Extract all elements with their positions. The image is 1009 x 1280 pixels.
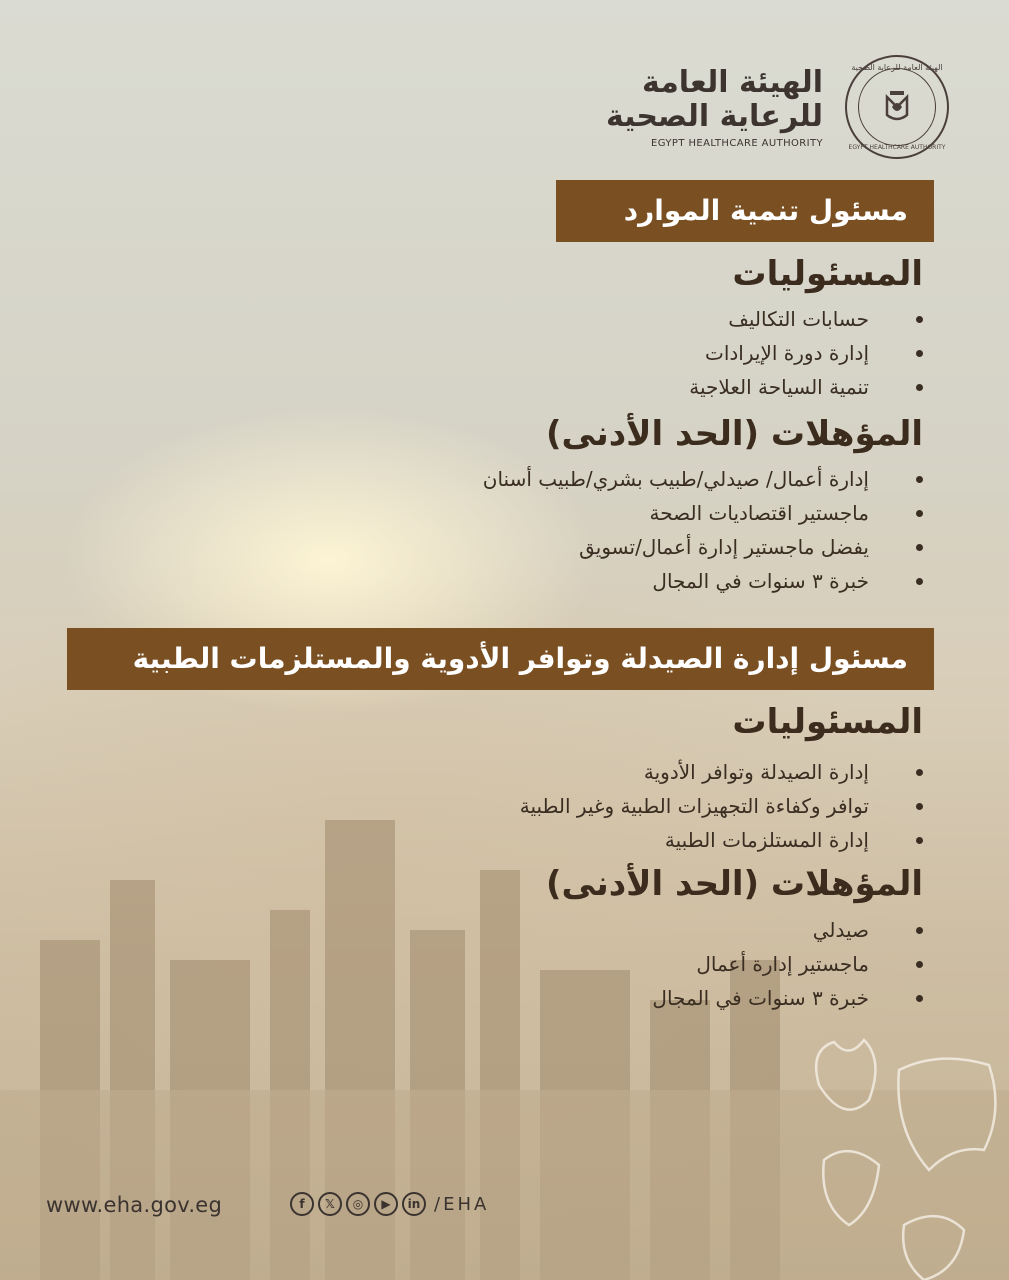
org-seal-logo	[845, 55, 949, 159]
seal-english-text: EGYPT HEALTHCARE AUTHORITY	[848, 144, 946, 151]
list-item: إدارة دورة الإيرادات	[689, 336, 923, 370]
website-link[interactable]: www.eha.gov.eg	[46, 1193, 223, 1217]
list-item: خبرة ٣ سنوات في المجال	[483, 564, 923, 598]
list-item: حسابات التكاليف	[689, 302, 923, 336]
seal-arabic-text: الهيئة العامة للرعاية الصحية	[851, 63, 943, 72]
facebook-icon[interactable]: f	[290, 1192, 314, 1216]
responsibilities-list	[689, 302, 923, 404]
youtube-icon[interactable]: ▶	[374, 1192, 398, 1216]
list-item: توافر وكفاءة التجهيزات الطبية وغير الطبية	[520, 789, 923, 823]
list-item: يفضل ماجستير إدارة أعمال/تسويق	[483, 530, 923, 564]
responsibilities-list	[520, 755, 923, 857]
header-logo	[606, 55, 949, 159]
list-item: خبرة ٣ سنوات في المجال	[652, 981, 923, 1015]
x-icon[interactable]: 𝕏	[318, 1192, 342, 1216]
list-item: تنمية السياحة العلاجية	[689, 370, 923, 404]
list-item: إدارة المستلزمات الطبية	[520, 823, 923, 857]
linkedin-icon[interactable]: in	[402, 1192, 426, 1216]
qualifications-heading: المؤهلات (الحد الأدنى)	[546, 414, 923, 454]
org-name-ar-line1: الهيئة العامة	[642, 64, 823, 100]
list-item: إدارة أعمال/ صيدلي/طبيب بشري/طبيب أسنان	[483, 462, 923, 496]
job-title-banner: مسئول إدارة الصيدلة وتوافر الأدوية والمستلزمات الطبية	[67, 628, 934, 690]
lotus-emblem-icon	[877, 87, 917, 127]
responsibilities-heading: المسئوليات	[732, 702, 923, 742]
qualifications-list	[483, 462, 923, 598]
list-item: ماجستير إدارة أعمال	[652, 947, 923, 981]
org-name	[606, 66, 823, 149]
list-item: صيدلي	[652, 913, 923, 947]
org-name-ar-line2: للرعاية الصحية	[605, 98, 823, 134]
social-links	[290, 1192, 489, 1216]
instagram-icon[interactable]: ◎	[346, 1192, 370, 1216]
qualifications-heading: المؤهلات (الحد الأدنى)	[546, 864, 923, 904]
list-item: ماجستير اقتصاديات الصحة	[483, 496, 923, 530]
list-item: إدارة الصيدلة وتوافر الأدوية	[520, 755, 923, 789]
job-title-banner: مسئول تنمية الموارد	[556, 180, 934, 242]
decorative-petals	[789, 1030, 1009, 1280]
social-handle: /EHA	[434, 1193, 490, 1215]
responsibilities-heading: المسئوليات	[732, 254, 923, 294]
qualifications-list	[652, 913, 923, 1015]
org-name-en: EGYPT HEALTHCARE AUTHORITY	[651, 137, 823, 149]
